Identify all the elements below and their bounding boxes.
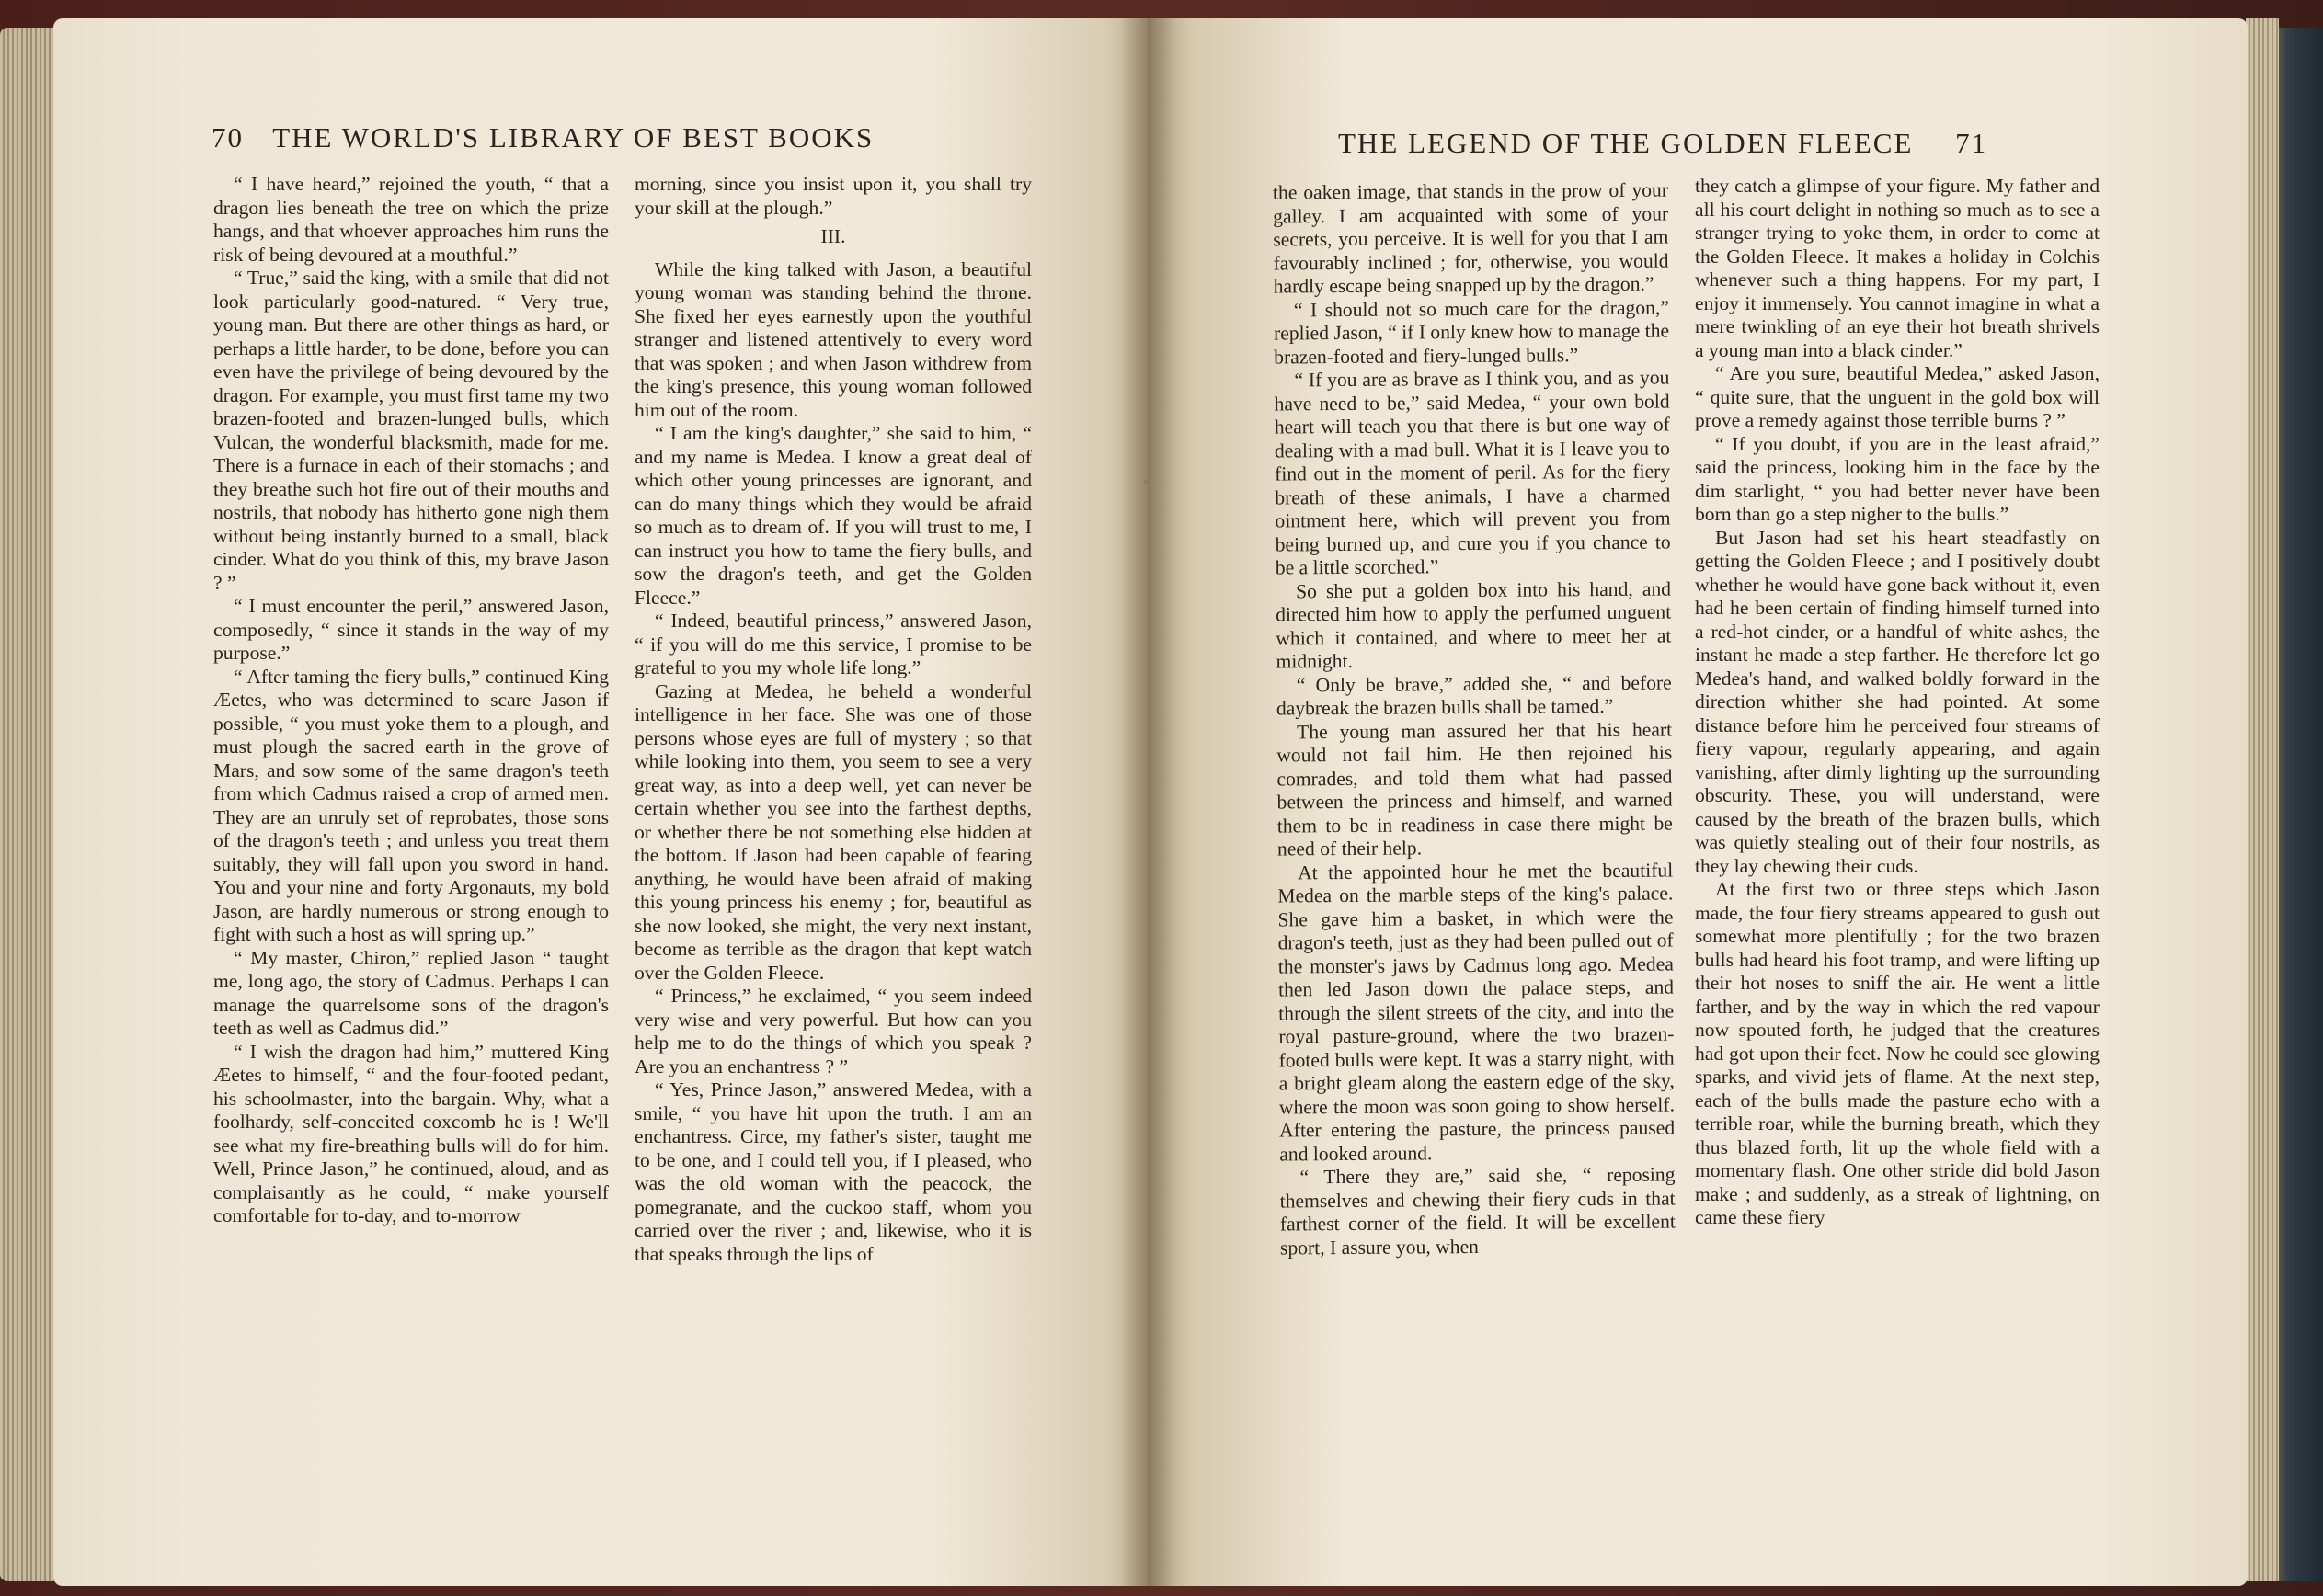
paragraph: Gazing at Medea, he beheld a wonderful intelligence in her face. She was one of those persons whose eyes are full of mystery ; so that while looking into them, you seem to see a very great way, as into a deep well, yet can never be certain whether you see into the farthest depths, or whether there be not something else hidden at the bottom. If Jason had been capable of fearing anything, he would have been afraid of making this young princess his enemy ; for, beautiful as she now looked, she might, the very next instant, become as terrible as the dragon that kept watch over the Golden Fleece. bbox=[635, 679, 1032, 984]
left-page-number: 70 bbox=[212, 121, 244, 154]
paragraph-continued: morning, since you insist upon it, you shall try your skill at the plough.” bbox=[635, 173, 1032, 219]
right-page-column-2 bbox=[1695, 175, 2100, 1230]
paragraph: The young man assured her that his heart would not fail him. He then rejoined his comrades, and told them what had passed between the princess and himself, and warned them to be in readiness in case there might be need of their help. bbox=[1276, 717, 1673, 861]
right-running-header bbox=[1338, 127, 2008, 160]
page-edges-right bbox=[2246, 18, 2279, 1581]
paragraph: At the first two or three steps which Jason made, the four fiery streams appeared to gush out somewhat more plentifully ; for the two brazen bulls had heard his foot tramp, and were lifting up their hot noses to sniff the air. He went a little farther, and by the way in which the red vapour now spouted forth, he judged that the creatures had got upon their feet. Now he could see glowing sparks, and vivid jets of flame. At the next step, each of the bulls made the pasture echo with a terrible roar, while the burning breath, which they thus blazed forth, lit up the whole field with a momentary flash. One other stride did bold Jason make ; and suddenly, as a streak of lightning, on came these fiery bbox=[1695, 878, 2100, 1228]
left-running-title: THE WORLD'S LIBRARY OF BEST BOOKS bbox=[272, 121, 875, 154]
paragraph: “ Are you sure, beautiful Medea,” asked Jason, “ quite sure, that the unguent in the gold box will prove a remedy against those terrible burns ? ” bbox=[1695, 362, 2100, 431]
paragraph: “ I have heard,” rejoined the youth, “ that a dragon lies beneath the tree on which the prize hangs, and that whoever approaches him runs the risk of being devoured at a mouthful.” bbox=[213, 173, 609, 266]
right-running-title: THE LEGEND OF THE GOLDEN FLEECE bbox=[1338, 127, 1914, 159]
paragraph: “ After taming the fiery bulls,” continued King Æetes, who was determined to scare Jason if possible, “ you must yoke them to a plough, and must plough the sacred earth in the grove of Mars, and sow some of the same dragon's teeth from which Cadmus raised a crop of armed men. They are an unruly set of reprobates, those sons of the dragon's teeth ; and unless you treat them suitably, they will fall upon you sword in hand. You and your nine and forty Argonauts, my bold Jason, are hardly numerous or strong enough to fight with such a host as will spring up.” bbox=[213, 665, 609, 945]
paragraph: “ My master, Chiron,” replied Jason “ taught me, long ago, the story of Cadmus. Perhaps I can manage the quarrelsome sons of the dragon's teeth as well as Cadmus did.” bbox=[213, 946, 609, 1039]
left-page-column-2 bbox=[635, 173, 1032, 1266]
section-heading: III. bbox=[820, 225, 846, 247]
paper-speck bbox=[1144, 480, 1148, 484]
right-page-number: 71 bbox=[1955, 127, 1988, 159]
paragraph: So she put a golden box into his hand, and directed him how to apply the perfumed unguent which it contained, and where to meet her at midnight. bbox=[1276, 577, 1672, 673]
left-running-header bbox=[212, 121, 874, 154]
paragraph: “ Indeed, beautiful princess,” answered Jason, “ if you will do me this service, I promise to be grateful to you my whole life long.” bbox=[635, 610, 1032, 678]
paragraph: But Jason had set his heart steadfastly on getting the Golden Fleece ; and I positively doubt whether he would have gone back without it, even had he been certain of finding himself turned into a red-hot cinder, or a handful of white ashes, the instant he made a step farther. He therefore let go Medea's hand, and walked boldly forward in the direction whither she had pointed. At some distance before him he perceived four streams of fiery vapour, regularly appearing, and again vanishing, after dimly lighting up the surrounding obscurity. These, you will understand, were caused by the breath of the brazen bulls, which was quietly stealing out of their four nostrils, as they lay chewing their cuds. bbox=[1695, 526, 2100, 877]
paragraph: “ Only be brave,” added she, “ and before daybreak the brazen bulls shall be tamed.” bbox=[1276, 671, 1672, 720]
paragraph: “ Yes, Prince Jason,” answered Medea, with a smile, “ you have hit upon the truth. I am an enchantress. Circe, my father's sister, taught me to be one, and I could tell you, if I pleased, who was the old woman with the peacock, the pomegranate, and the cuckoo staff, whom you carried over the river ; and, likewise, who it is that speaks through the lips of bbox=[635, 1078, 1032, 1265]
paragraph-continued: the oaken image, that stands in the prow of your galley. I am acquainted with some of your secrets, you perceive. It is well for you that I am favourably inclined ; for, otherwise, you would hardly escape being snapped up by the dragon.” bbox=[1272, 178, 1669, 298]
paragraph: “ If you are as brave as I think you, and as you have need to be,” said Medea, “ your own bold heart will teach you that there is but one way of dealing with a mad bull. What it is I leave you to find out in the moment of peril. As for the fiery breath of these animals, I have a charmed ointment here, which will prevent you from being burned up, and cure you if you chance to be a little scorched.” bbox=[1274, 366, 1671, 579]
paragraph: While the king talked with Jason, a beautiful young woman was standing behind the throne. She fixed her eyes earnestly upon the youthful stranger and listened attentively to every word that was spoken ; and when Jason withdrew from the king's presence, this young woman followed him out of the room. bbox=[635, 257, 1032, 421]
paragraph: “ True,” said the king, with a smile that did not look particularly good-natured. “ Very true, young man. But there are other things as hard, or perhaps a little harder, to be done, before you can even have the privilege of being devoured by the dragon. For example, you must first tame my two brazen-footed and brazen-lunged bulls, which Vulcan, the wonderful blacksmith, made for me. There is a furnace in each of their stomachs ; and they breathe such hot fire out of their mouths and nostrils, that nobody has hitherto gone nigh them without being instantly burned to a small, black cinder. What do you think of this, my brave Jason ? ” bbox=[213, 267, 609, 594]
right-page-column-1 bbox=[1273, 179, 1676, 1260]
paragraph: At the appointed hour he met the beautiful Medea on the marble steps of the king's palace. She gave him a basket, in which were the dragon's teeth, just as they had been pulled out of the monster's jaws by Cadmus long ago. Medea then led Jason down the palace steps, and through the silent streets of the city, and into the royal pasture-ground, where the two brazen-footed bulls were kept. It was a starry night, with a bright gleam along the eastern edge of the sky, where the moon was soon going to show herself. After entering the pasture, the princess paused and looked around. bbox=[1277, 858, 1676, 1165]
paragraph: “ I am the king's daughter,” she said to him, “ and my name is Medea. I know a great deal of which other young princesses are ignorant, and can do many things which they would be afraid so much as to dream of. If you will trust to me, I can instruct you how to tame the fiery bulls, and sow the dragon's teeth, and get the Golden Fleece.” bbox=[635, 422, 1032, 609]
paragraph: “ If you doubt, if you are in the least afraid,” said the princess, looking him in the face by the dim starlight, “ you had better never have been born than go a step nigher to the bulls.” bbox=[1695, 432, 2100, 525]
paragraph: “ I must encounter the peril,” answered Jason, composedly, “ since it stands in the way of my purpose.” bbox=[213, 595, 609, 664]
paragraph: “ Princess,” he exclaimed, “ you seem indeed very wise and very powerful. But how can you help me to do the things of which you speak ? Are you an enchantress ? ” bbox=[635, 985, 1032, 1077]
paragraph-continued: they catch a glimpse of your figure. My father and all his court delight in nothing so much as to see a stranger trying to yoke them, in order to come at the Golden Fleece. It makes a holiday in Colchis whenever such a thing happens. For my part, I enjoy it immensely. You cannot imagine in what a mere twinkling of an eye their hot breath shrivels a young man into a black cinder.” bbox=[1695, 175, 2100, 361]
left-page-column-1 bbox=[213, 173, 609, 1228]
paragraph: “ There they are,” said she, “ reposing themselves and chewing their fiery cuds in that farthest corner of the field. It will be excellent sport, I assure you, when bbox=[1279, 1163, 1676, 1259]
paragraph: “ I wish the dragon had him,” muttered King Æetes to himself, “ and the four-footed pedant, his schoolmaster, into the bargain. Why, what a foolhardy, self-conceited coxcomb he is ! We'll see what my fire-breathing bulls will do for him. Well, Prince Jason,” he continued, aloud, and as complaisantly as he could, “ make yourself comfortable for to-day, and to-morrow bbox=[213, 1040, 609, 1226]
paragraph: “ I should not so much care for the dragon,” replied Jason, “ if I only knew how to manage the brazen-footed and fiery-lunged bulls.” bbox=[1273, 296, 1670, 369]
